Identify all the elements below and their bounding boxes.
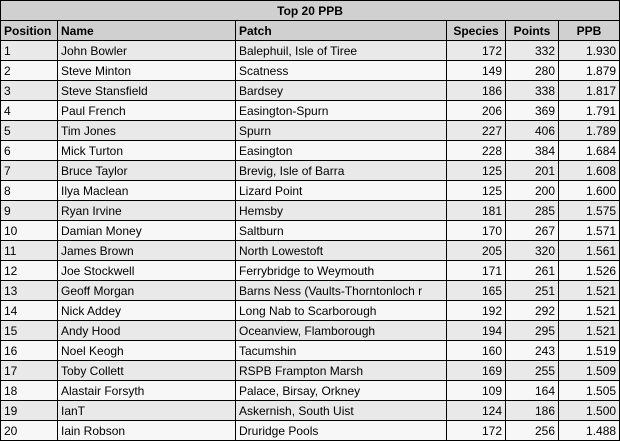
cell-points: 186: [506, 401, 559, 421]
cell-position: 9: [1, 201, 58, 221]
cell-ppb: 1.684: [559, 141, 620, 161]
table-row: [1, 241, 620, 261]
table-row: [1, 361, 620, 381]
cell-name: Andy Hood: [58, 321, 236, 341]
header-position: Position: [1, 21, 58, 41]
table-row: [1, 341, 620, 361]
cell-position: 4: [1, 101, 58, 121]
cell-ppb: 1.505: [559, 381, 620, 401]
cell-ppb: 1.526: [559, 261, 620, 281]
cell-points: 280: [506, 61, 559, 81]
cell-name: Damian Money: [58, 221, 236, 241]
header-name: Name: [58, 21, 236, 41]
cell-points: 338: [506, 81, 559, 101]
cell-species: 181: [447, 201, 506, 221]
cell-ppb: 1.879: [559, 61, 620, 81]
table-row: [1, 101, 620, 121]
table-body: [1, 41, 620, 441]
cell-position: 11: [1, 241, 58, 261]
table-title: Top 20 PPB: [1, 1, 620, 21]
cell-points: 320: [506, 241, 559, 261]
table-row: [1, 81, 620, 101]
cell-patch: Balephuil, Isle of Tiree: [236, 41, 447, 61]
cell-name: James Brown: [58, 241, 236, 261]
cell-species: 205: [447, 241, 506, 261]
cell-points: 267: [506, 221, 559, 241]
cell-ppb: 1.575: [559, 201, 620, 221]
cell-patch: Lizard Point: [236, 181, 447, 201]
table-row: [1, 41, 620, 61]
cell-name: Nick Addey: [58, 301, 236, 321]
table-row: [1, 281, 620, 301]
cell-species: 165: [447, 281, 506, 301]
cell-name: Noel Keogh: [58, 341, 236, 361]
cell-patch: Long Nab to Scarborough: [236, 301, 447, 321]
cell-name: Mick Turton: [58, 141, 236, 161]
cell-points: 201: [506, 161, 559, 181]
cell-ppb: 1.791: [559, 101, 620, 121]
cell-position: 17: [1, 361, 58, 381]
table-row: [1, 161, 620, 181]
cell-ppb: 1.509: [559, 361, 620, 381]
cell-ppb: 1.521: [559, 281, 620, 301]
cell-species: 169: [447, 361, 506, 381]
cell-position: 18: [1, 381, 58, 401]
table-title-row: [1, 1, 620, 21]
cell-position: 19: [1, 401, 58, 421]
cell-points: 384: [506, 141, 559, 161]
cell-ppb: 1.930: [559, 41, 620, 61]
cell-species: 228: [447, 141, 506, 161]
cell-species: 170: [447, 221, 506, 241]
cell-points: 406: [506, 121, 559, 141]
cell-position: 8: [1, 181, 58, 201]
cell-points: 332: [506, 41, 559, 61]
cell-ppb: 1.488: [559, 421, 620, 441]
cell-name: John Bowler: [58, 41, 236, 61]
cell-patch: Barns Ness (Vaults-Thorntonloch r: [236, 281, 447, 301]
cell-points: 255: [506, 361, 559, 381]
cell-name: Joe Stockwell: [58, 261, 236, 281]
cell-points: 251: [506, 281, 559, 301]
cell-name: Geoff Morgan: [58, 281, 236, 301]
cell-name: Toby Collett: [58, 361, 236, 381]
cell-patch: Scatness: [236, 61, 447, 81]
table-row: [1, 261, 620, 281]
cell-patch: Hemsby: [236, 201, 447, 221]
cell-species: 172: [447, 421, 506, 441]
table-row: [1, 121, 620, 141]
cell-points: 369: [506, 101, 559, 121]
cell-name: Ryan Irvine: [58, 201, 236, 221]
cell-position: 13: [1, 281, 58, 301]
header-species: Species: [447, 21, 506, 41]
table-row: [1, 301, 620, 321]
cell-ppb: 1.571: [559, 221, 620, 241]
cell-patch: Easington-Spurn: [236, 101, 447, 121]
cell-species: 192: [447, 301, 506, 321]
table-row: [1, 321, 620, 341]
cell-name: Iain Robson: [58, 421, 236, 441]
cell-points: 261: [506, 261, 559, 281]
cell-patch: Bardsey: [236, 81, 447, 101]
cell-position: 16: [1, 341, 58, 361]
cell-points: 256: [506, 421, 559, 441]
cell-patch: RSPB Frampton Marsh: [236, 361, 447, 381]
table-row: [1, 181, 620, 201]
cell-species: 109: [447, 381, 506, 401]
table-row: [1, 421, 620, 441]
cell-patch: Brevig, Isle of Barra: [236, 161, 447, 181]
cell-patch: Ferrybridge to Weymouth: [236, 261, 447, 281]
table-row: [1, 381, 620, 401]
table-row: [1, 61, 620, 81]
cell-position: 12: [1, 261, 58, 281]
cell-name: Steve Minton: [58, 61, 236, 81]
cell-species: 124: [447, 401, 506, 421]
cell-name: Steve Stansfield: [58, 81, 236, 101]
header-patch: Patch: [236, 21, 447, 41]
header-ppb: PPB: [559, 21, 620, 41]
cell-patch: Saltburn: [236, 221, 447, 241]
cell-ppb: 1.608: [559, 161, 620, 181]
cell-position: 6: [1, 141, 58, 161]
cell-species: 186: [447, 81, 506, 101]
cell-points: 200: [506, 181, 559, 201]
cell-points: 285: [506, 201, 559, 221]
cell-name: Paul French: [58, 101, 236, 121]
cell-position: 5: [1, 121, 58, 141]
cell-patch: Oceanview, Flamborough: [236, 321, 447, 341]
cell-position: 1: [1, 41, 58, 61]
cell-species: 206: [447, 101, 506, 121]
cell-position: 2: [1, 61, 58, 81]
table-row: [1, 221, 620, 241]
cell-species: 160: [447, 341, 506, 361]
table-header-row: [1, 21, 620, 41]
table-row: [1, 201, 620, 221]
cell-points: 295: [506, 321, 559, 341]
cell-position: 14: [1, 301, 58, 321]
cell-ppb: 1.519: [559, 341, 620, 361]
table-row: [1, 141, 620, 161]
cell-position: 3: [1, 81, 58, 101]
cell-position: 20: [1, 421, 58, 441]
cell-ppb: 1.600: [559, 181, 620, 201]
cell-name: Tim Jones: [58, 121, 236, 141]
cell-species: 227: [447, 121, 506, 141]
cell-points: 292: [506, 301, 559, 321]
cell-ppb: 1.521: [559, 321, 620, 341]
cell-name: IanT: [58, 401, 236, 421]
cell-species: 171: [447, 261, 506, 281]
cell-ppb: 1.500: [559, 401, 620, 421]
cell-species: 149: [447, 61, 506, 81]
table-row: [1, 401, 620, 421]
cell-patch: North Lowestoft: [236, 241, 447, 261]
header-points: Points: [506, 21, 559, 41]
cell-position: 15: [1, 321, 58, 341]
cell-patch: Spurn: [236, 121, 447, 141]
cell-name: Ilya Maclean: [58, 181, 236, 201]
cell-patch: Askernish, South Uist: [236, 401, 447, 421]
cell-points: 164: [506, 381, 559, 401]
cell-name: Bruce Taylor: [58, 161, 236, 181]
cell-species: 194: [447, 321, 506, 341]
cell-ppb: 1.521: [559, 301, 620, 321]
cell-species: 125: [447, 181, 506, 201]
cell-name: Alastair Forsyth: [58, 381, 236, 401]
cell-ppb: 1.789: [559, 121, 620, 141]
cell-ppb: 1.561: [559, 241, 620, 261]
cell-position: 7: [1, 161, 58, 181]
cell-points: 243: [506, 341, 559, 361]
cell-patch: Druridge Pools: [236, 421, 447, 441]
cell-species: 172: [447, 41, 506, 61]
cell-patch: Palace, Birsay, Orkney: [236, 381, 447, 401]
cell-species: 125: [447, 161, 506, 181]
cell-ppb: 1.817: [559, 81, 620, 101]
cell-patch: Tacumshin: [236, 341, 447, 361]
cell-position: 10: [1, 221, 58, 241]
cell-patch: Easington: [236, 141, 447, 161]
